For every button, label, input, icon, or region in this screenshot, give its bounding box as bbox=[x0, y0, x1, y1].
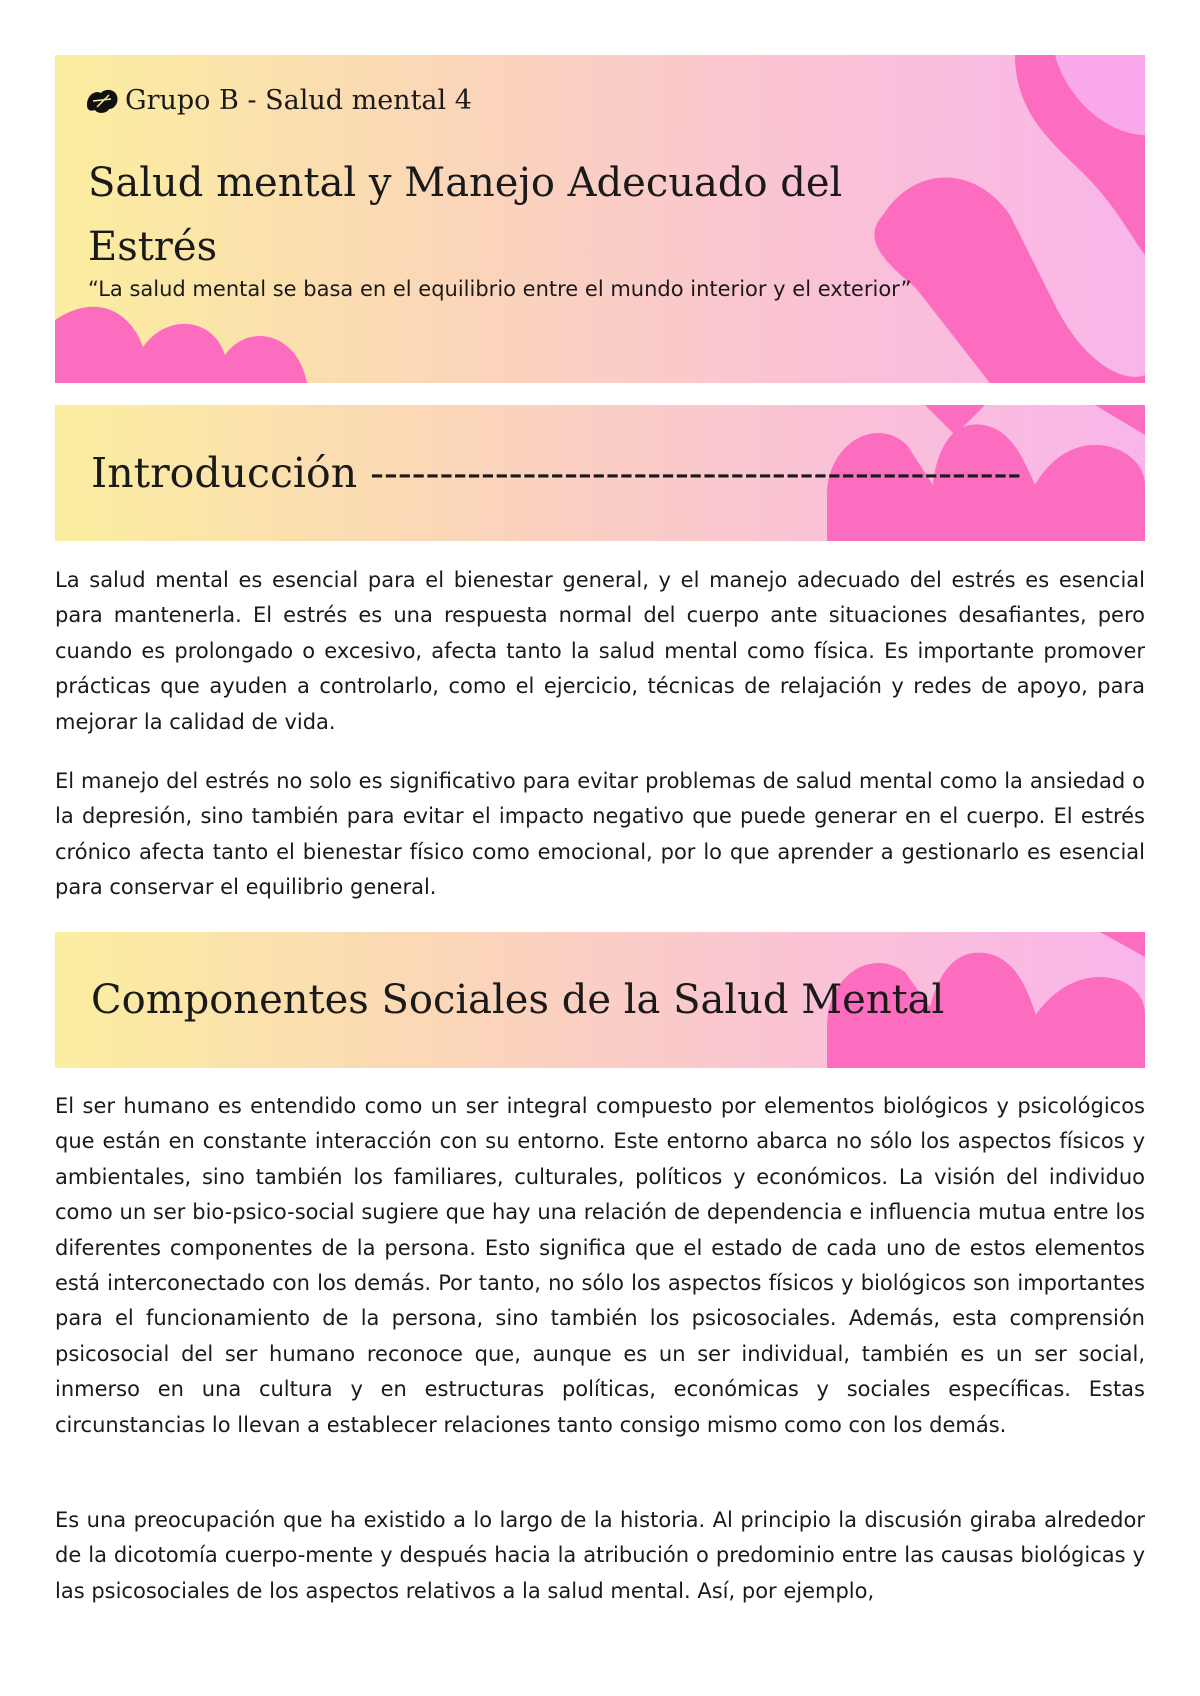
social-components-paragraph-2: Es una preocupación que ha existido a lo largo de la historia. Al principio la discusión giraba alrededor de la dicotomía cuerpo-mente y después hacia la atribución o predominio entre las causas biológicas y las psicosociales de los aspectos relativos a la salud mental. Así, por ejemplo, bbox=[55, 1508, 1145, 1603]
header-banner bbox=[55, 55, 1145, 383]
document-title: Salud mental y Manejo Adecuado del Estrés bbox=[88, 160, 843, 270]
introduction-paragraph-2: El manejo del estrés no solo es significativo para evitar problemas de salud mental como la ansiedad o la depresión, sino también para evitar el impacto negativo que puede generar en el cuerpo. El estrés crónico afecta tanto el bienestar físico como emocional, por lo que aprender a gestionarlo es esencial para conservar el equilibrio general. bbox=[55, 769, 1145, 900]
group-label: Grupo B - Salud mental 4 bbox=[125, 85, 472, 116]
group-label-line bbox=[85, 85, 472, 116]
document-quote: “La salud mental se basa en el equilibrio entre el mundo interior y el exterior” bbox=[88, 277, 912, 301]
section-title-social-components: Componentes Sociales de la Salud Mental bbox=[91, 977, 945, 1023]
introduction-banner bbox=[55, 405, 1145, 541]
social-components-banner bbox=[55, 932, 1145, 1068]
section-title-introduction: Introducción ----------------------------------------------- bbox=[91, 449, 1022, 497]
introduction-paragraph-1: La salud mental es esencial para el bienestar general, y el manejo adecuado del estrés es esencial para mantenerla. El estrés es una respuesta normal del cuerpo ante situaciones desafiantes, pero cuando es prolongado o excesivo, afecta tanto la salud mental como física. Es importante promover prácticas que ayuden a controlarlo, como el ejercicio, técnicas de relajación y redes de apoyo, para mejorar la calidad de vida. bbox=[55, 568, 1145, 734]
leaf-icon bbox=[85, 87, 119, 115]
social-components-paragraph-1: El ser humano es entendido como un ser integral compuesto por elementos biológicos y psicológicos que están en constante interacción con su entorno. Este entorno abarca no sólo los aspectos físicos y ambientales, sino también los familiares, culturales, políticos y económicos. La visión del individuo como un ser bio-psico-social sugiere que hay una relación de dependencia e influencia mutua entre los diferentes componentes de la persona. Esto significa que el estado de cada uno de estos elementos está interconectado con los demás. Por tanto, no sólo los aspectos físicos y biológicos son importantes para el funcionamiento de la persona, sino también los psicosociales. Además, esta comprensión psicosocial del ser humano reconoce que, aunque es un ser individual, también es un ser social, inmerso en una cultura y en estructuras políticas, económicas y sociales específicas. Estas circunstancias lo llevan a establecer relaciones tanto consigo mismo como con los demás. bbox=[55, 1094, 1145, 1437]
